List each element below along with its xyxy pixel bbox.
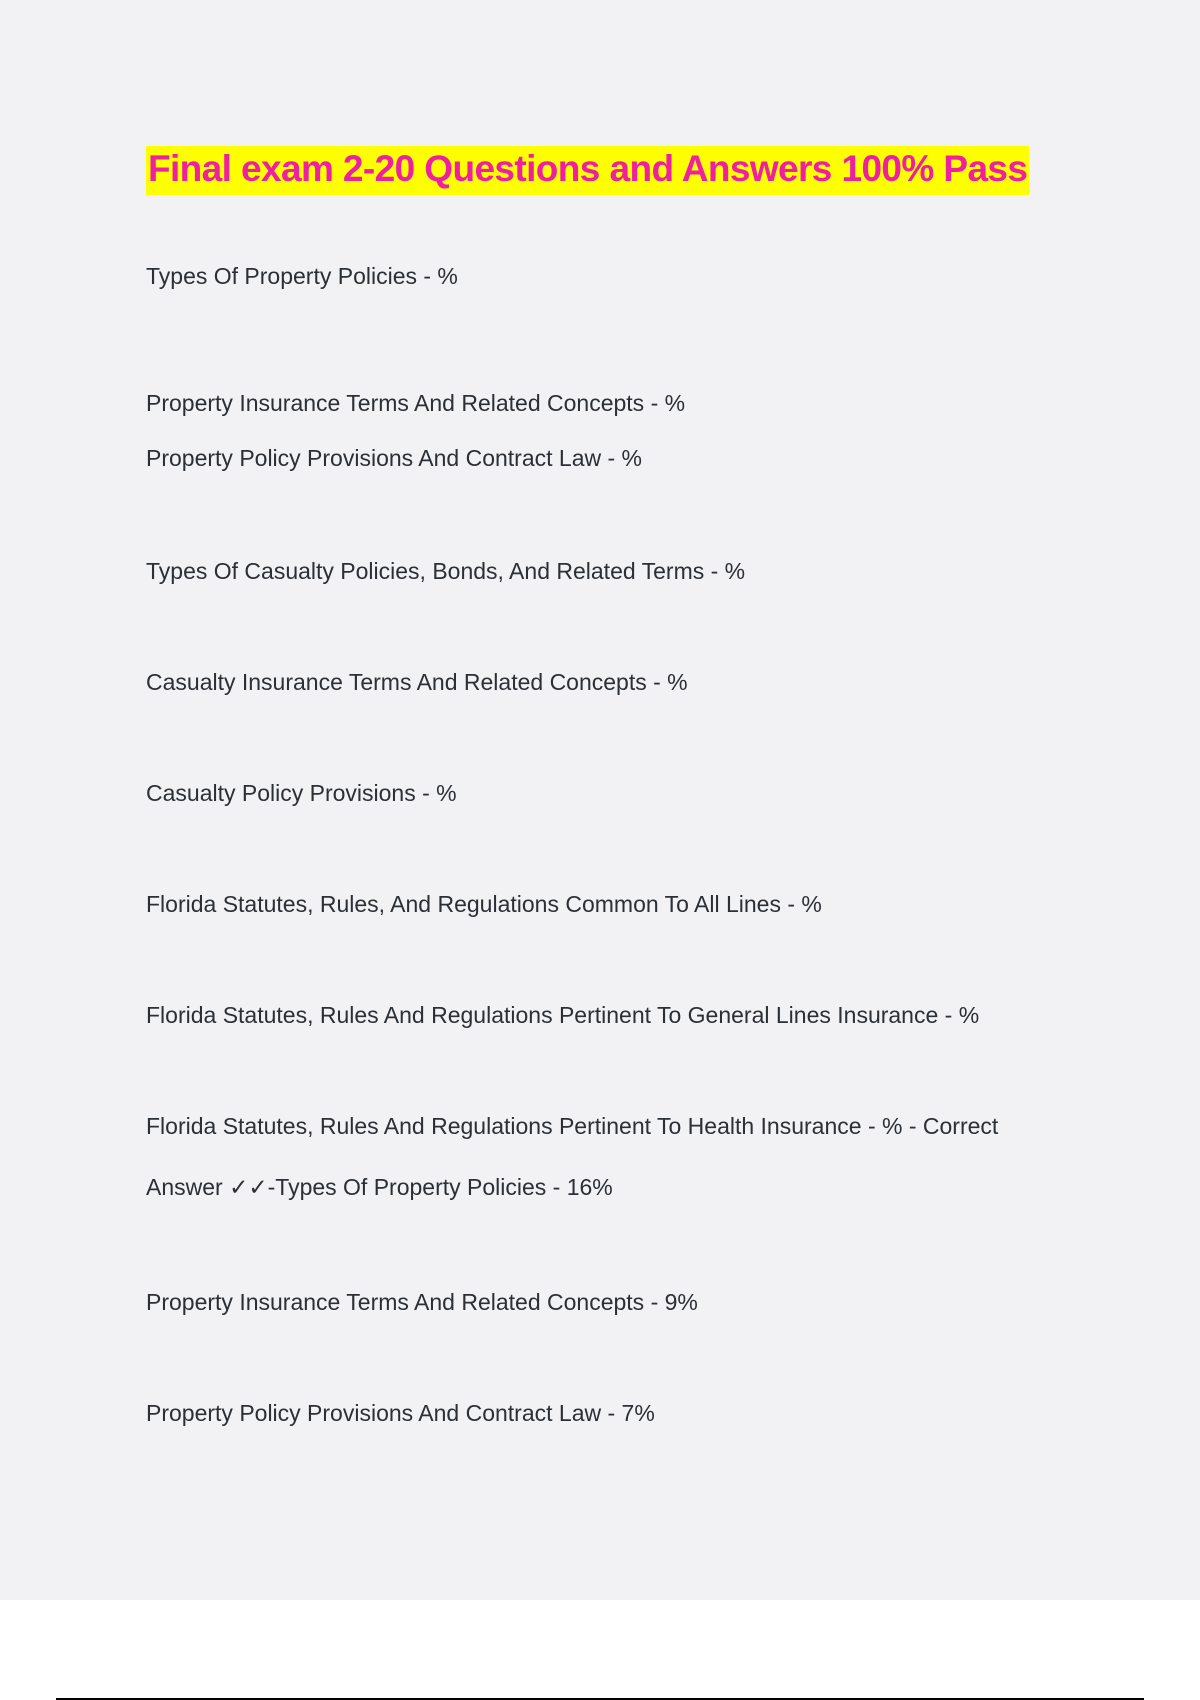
document-title: Final exam 2-20 Questions and Answers 100% Pass <box>146 146 1029 195</box>
text-line: Florida Statutes, Rules And Regulations Pertinent To Health Insurance - % - Correct <box>146 1113 999 1139</box>
text-line: Casualty Insurance Terms And Related Concepts - % <box>146 669 688 695</box>
text-line: Property Policy Provisions And Contract Law - % <box>146 445 642 471</box>
text-line: Property Insurance Terms And Related Concepts - % <box>146 390 686 416</box>
text-line: Types Of Casualty Policies, Bonds, And Related Terms - % <box>146 558 746 584</box>
text-line: Florida Statutes, Rules, And Regulations Common To All Lines - % <box>146 891 822 917</box>
text-line: Property Policy Provisions And Contract Law - 7% <box>146 1400 655 1426</box>
text-line: Casualty Policy Provisions - % <box>146 780 457 806</box>
text-line: Property Insurance Terms And Related Concepts - 9% <box>146 1289 698 1315</box>
text-line: Types Of Property Policies - % <box>146 263 458 289</box>
text-line: Answer ✓✓-Types Of Property Policies - 16% <box>146 1174 613 1200</box>
text-line: Florida Statutes, Rules And Regulations Pertinent To General Lines Insurance - % <box>146 1002 980 1028</box>
